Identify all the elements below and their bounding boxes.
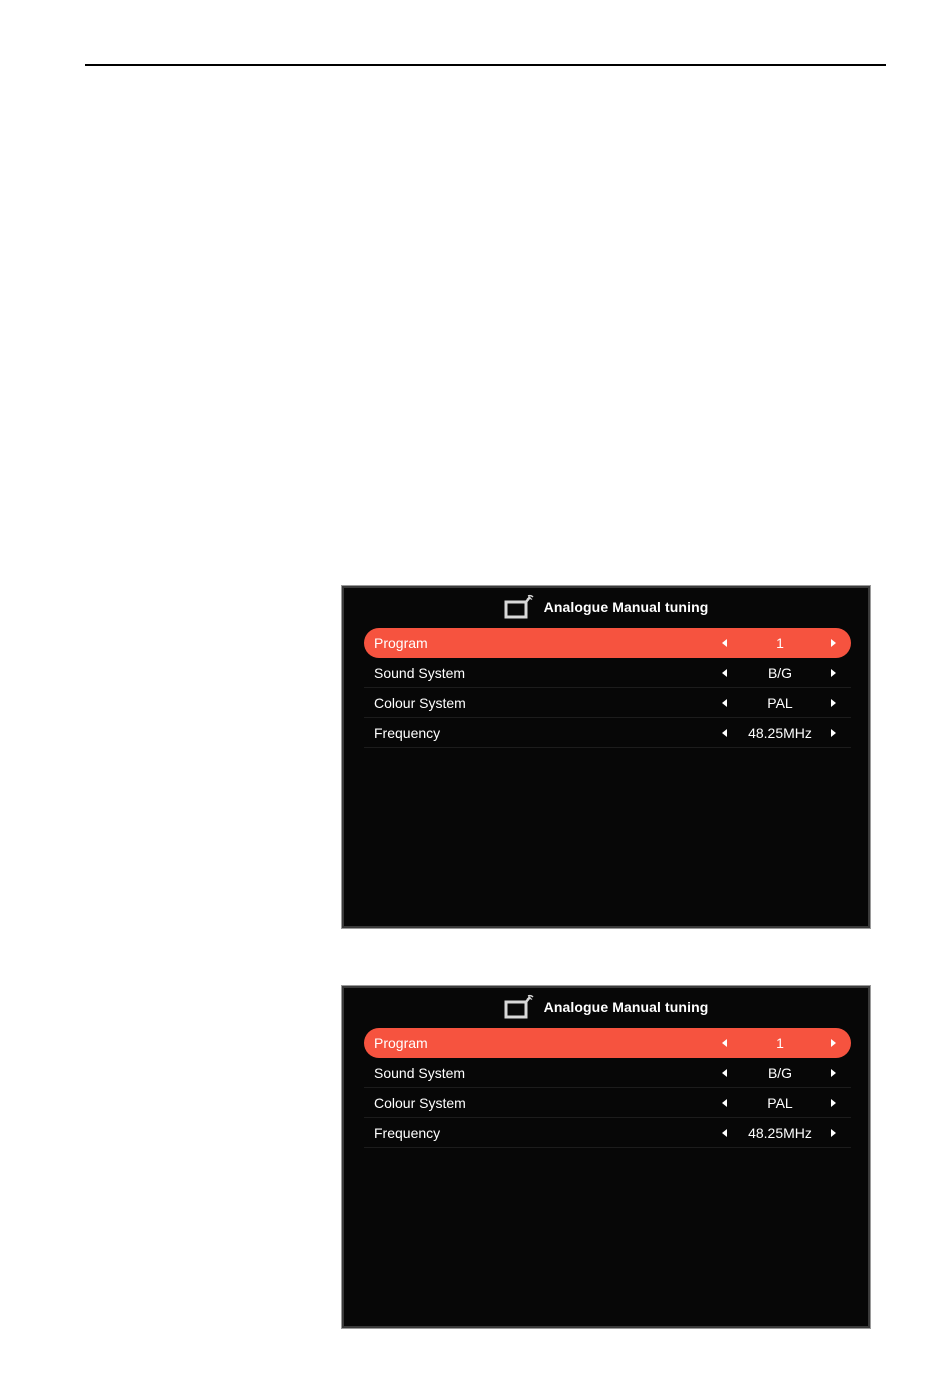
settings-list (364, 1028, 851, 1148)
arrow-right-icon[interactable] (831, 699, 836, 707)
row-frequency[interactable] (364, 718, 851, 748)
row-value: 1 (776, 635, 784, 651)
tv-antenna-icon (504, 594, 534, 620)
arrow-right-icon[interactable] (831, 639, 836, 647)
arrow-left-icon[interactable] (722, 699, 727, 707)
row-value: PAL (767, 694, 793, 711)
panel-header (344, 588, 868, 626)
arrow-left-icon[interactable] (722, 729, 727, 737)
panel-title: Analogue Manual tuning (543, 999, 709, 1015)
row-value: 48.25MHz (748, 1124, 812, 1141)
row-label: Colour System (374, 694, 466, 711)
panel-header (344, 988, 868, 1026)
row-sound-system[interactable] (364, 1058, 851, 1088)
arrow-right-icon[interactable] (831, 1099, 836, 1107)
row-label: Frequency (374, 1124, 441, 1141)
settings-list (364, 628, 851, 748)
row-label: Program (374, 635, 428, 651)
row-colour-system[interactable] (364, 688, 851, 718)
row-label: Sound System (374, 1064, 466, 1081)
arrow-left-icon[interactable] (722, 669, 727, 677)
row-frequency[interactable] (364, 1118, 851, 1148)
tv-antenna-icon (504, 994, 534, 1020)
row-program[interactable] (364, 628, 851, 658)
row-label: Frequency (374, 724, 441, 741)
row-program[interactable] (364, 1028, 851, 1058)
row-value: B/G (767, 664, 793, 681)
arrow-left-icon[interactable] (722, 639, 727, 647)
row-value: 1 (776, 1035, 784, 1051)
manual-tuning-screen-1 (342, 586, 870, 928)
arrow-right-icon[interactable] (831, 1039, 836, 1047)
row-label: Colour System (374, 1094, 466, 1111)
row-label: Sound System (374, 664, 466, 681)
arrow-left-icon[interactable] (722, 1129, 727, 1137)
arrow-left-icon[interactable] (722, 1099, 727, 1107)
arrow-right-icon[interactable] (831, 669, 836, 677)
arrow-left-icon[interactable] (722, 1069, 727, 1077)
row-value: B/G (767, 1064, 793, 1081)
row-value: PAL (767, 1094, 793, 1111)
row-colour-system[interactable] (364, 1088, 851, 1118)
arrow-right-icon[interactable] (831, 729, 836, 737)
row-sound-system[interactable] (364, 658, 851, 688)
page-header-rule (85, 64, 886, 66)
row-label: Program (374, 1035, 428, 1051)
arrow-right-icon[interactable] (831, 1069, 836, 1077)
manual-tuning-screen-2 (342, 986, 870, 1328)
row-value: 48.25MHz (748, 724, 812, 741)
panel-title: Analogue Manual tuning (543, 599, 709, 615)
arrow-right-icon[interactable] (831, 1129, 836, 1137)
arrow-left-icon[interactable] (722, 1039, 727, 1047)
